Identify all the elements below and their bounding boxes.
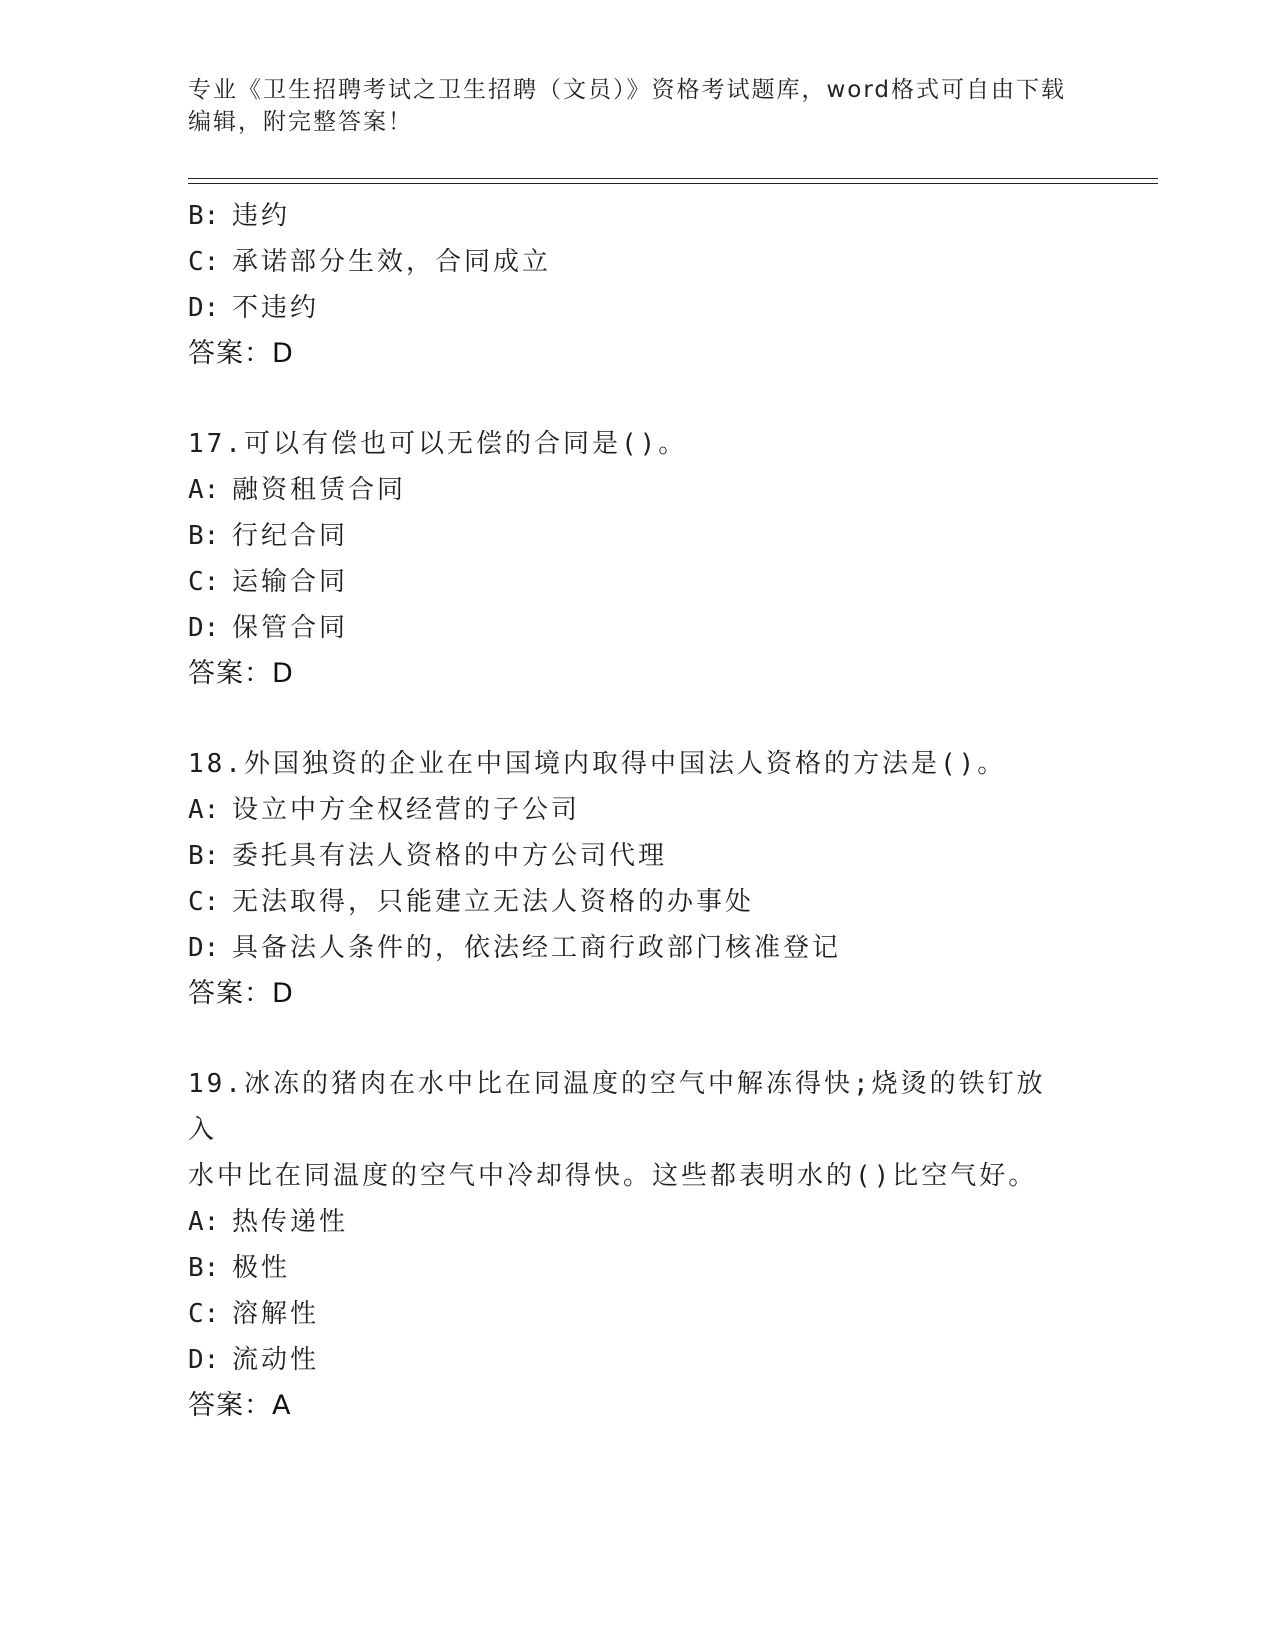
option-letter: A: (188, 475, 220, 505)
question-stem (188, 1061, 1068, 1199)
header-divider-top (188, 178, 1158, 179)
option-text: 不违约 (232, 293, 320, 323)
option-text: 融资租赁合同 (232, 475, 407, 505)
option-b (188, 833, 1148, 879)
question-stem: 18.外国独资的企业在中国境内取得中国法人资格的方法是()。 (188, 749, 1007, 779)
option-text: 溶解性 (232, 1299, 320, 1329)
answer-line: 答案：D (188, 658, 294, 689)
option-b (188, 193, 1148, 239)
option-text: 设立中方全权经营的子公司 (232, 795, 581, 825)
option-letter: C: (188, 1299, 220, 1329)
option-letter: C: (188, 247, 220, 277)
option-text: 保管合同 (232, 613, 349, 643)
page-header (188, 74, 1088, 138)
question-list (188, 193, 1148, 1429)
option-d (188, 285, 1148, 331)
answer-line: 答案：A (188, 1390, 292, 1421)
option-a (188, 1199, 1148, 1245)
option-letter: A: (188, 1207, 220, 1237)
header-title-line1: 专业《卫生招聘考试之卫生招聘（文员）》资格考试题库，word格式可自由下载 (188, 77, 1067, 103)
option-letter: D: (188, 293, 220, 323)
option-text: 违约 (232, 201, 291, 231)
option-a (188, 467, 1148, 513)
option-text: 无法取得，只能建立无法人资格的办事处 (232, 887, 755, 917)
option-c (188, 239, 1148, 285)
option-text: 热传递性 (232, 1207, 349, 1237)
option-a (188, 787, 1148, 833)
question-19 (188, 1061, 1148, 1429)
answer-line: 答案：D (188, 338, 294, 369)
option-letter: D: (188, 613, 220, 643)
option-d (188, 1337, 1148, 1383)
question-17 (188, 421, 1148, 697)
option-letter: D: (188, 1345, 220, 1375)
option-c (188, 559, 1148, 605)
option-text: 行纪合同 (232, 521, 349, 551)
header-divider-bottom (188, 183, 1158, 184)
option-text: 承诺部分生效，合同成立 (232, 247, 552, 277)
option-b (188, 1245, 1148, 1291)
option-b (188, 513, 1148, 559)
header-title-line2: 编辑，附完整答案！ (188, 109, 413, 135)
spacer (188, 697, 1148, 741)
question-stem-line1: 19.冰冻的猪肉在水中比在同温度的空气中解冻得快;烧烫的铁钉放入 (188, 1069, 1046, 1145)
option-letter: D: (188, 933, 220, 963)
spacer (188, 1017, 1148, 1061)
option-text: 委托具有法人资格的中方公司代理 (232, 841, 668, 871)
option-d (188, 925, 1148, 971)
spacer (188, 377, 1148, 421)
option-d (188, 605, 1148, 651)
option-letter: A: (188, 795, 220, 825)
option-letter: B: (188, 201, 220, 231)
option-c (188, 1291, 1148, 1337)
option-letter: C: (188, 567, 220, 597)
option-letter: B: (188, 841, 220, 871)
option-letter: B: (188, 521, 220, 551)
option-letter: C: (188, 887, 220, 917)
option-text: 流动性 (232, 1345, 320, 1375)
option-text: 运输合同 (232, 567, 349, 597)
option-c (188, 879, 1148, 925)
option-text: 具备法人条件的，依法经工商行政部门核准登记 (232, 933, 842, 963)
question-16-continuation (188, 193, 1148, 377)
option-letter: B: (188, 1253, 220, 1283)
question-stem-line2: 水中比在同温度的空气中冷却得快。这些都表明水的()比空气好。 (188, 1161, 1038, 1191)
option-text: 极性 (232, 1253, 291, 1283)
question-stem: 17.可以有偿也可以无偿的合同是()。 (188, 429, 688, 459)
answer-line: 答案：D (188, 978, 294, 1009)
question-18 (188, 741, 1148, 1017)
